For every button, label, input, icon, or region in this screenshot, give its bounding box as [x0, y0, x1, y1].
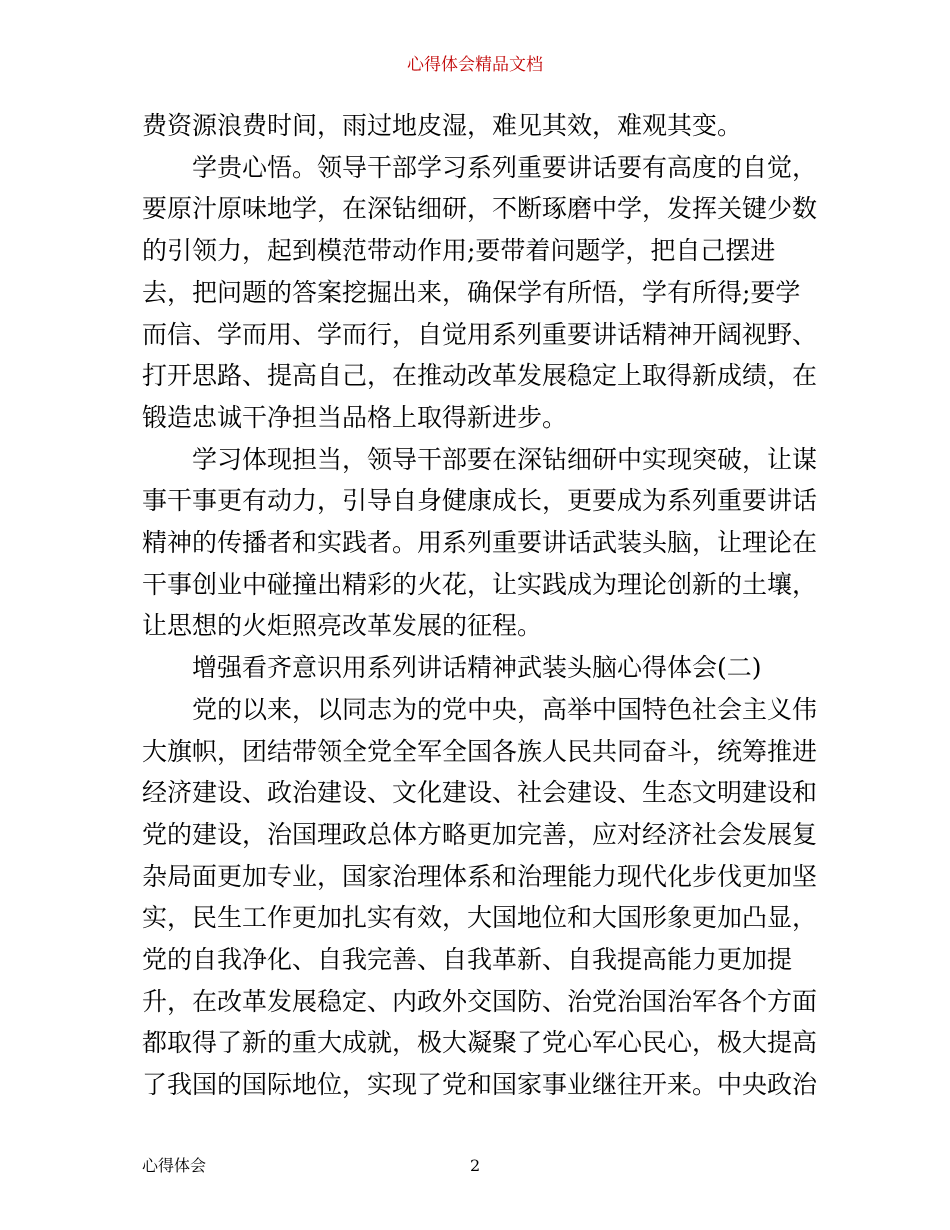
text-line: 增强看齐意识用系列讲话精神武装头脑心得体会(二) [192, 653, 762, 683]
text-line: 干事创业中碰撞出精彩的火花，让实践成为理论创新的土壤， [142, 569, 818, 599]
text-line: 的引领力，起到模范带动作用;要带着问题学，把自己摆进 [142, 236, 776, 266]
text-line: 学习体现担当，领导干部要在深钻细研中实现突破，让谋 [192, 444, 818, 474]
text-line: 党的建设，治国理政总体方略更加完善，应对经济社会发展复 [142, 819, 818, 849]
text-line: 费资源浪费时间，雨过地皮湿，难见其效，难观其变。 [142, 111, 743, 140]
text-line: 实，民生工作更加扎实有效，大国地位和大国形象更加凸显， [142, 903, 818, 933]
text-line: 了我国的国际地位，实现了党和国家事业继往开来。中央政治 [142, 1070, 818, 1100]
text-line: 让思想的火炬照亮改革发展的征程。 [142, 611, 543, 641]
text-line: 学贵心悟。领导干部学习系列重要讲话要有高度的自觉， [192, 152, 818, 182]
text-line: 大旗帜，团结带领全党全军全国各族人民共同奋斗，统筹推进 [142, 736, 818, 766]
text-line: 杂局面更加专业，国家治理体系和治理能力现代化步伐更加坚 [142, 861, 818, 891]
text-line: 升，在改革发展稳定、内政外交国防、治党治国治军各个方面 [142, 986, 818, 1016]
footer-label: 心得体会 [142, 1156, 207, 1175]
document-header-title: 心得体会精品文档 [407, 55, 543, 75]
text-line: 打开思路、提高自己，在推动改革发展稳定上取得新成绩，在 [142, 361, 818, 391]
text-line: 精神的传播者和实践者。用系列重要讲话武装头脑，让理论在 [142, 528, 818, 558]
text-line: 去，把问题的答案挖掘出来，确保学有所悟，学有所得;要学 [142, 277, 801, 307]
text-line: 经济建设、政治建设、文化建设、社会建设、生态文明建设和 [142, 778, 818, 808]
text-line: 事干事更有动力，引导自身健康成长，更要成为系列重要讲话 [142, 486, 818, 516]
text-line: 而信、学而用、学而行，自觉用系列重要讲话精神开阔视野、 [142, 319, 818, 349]
page-number: 2 [470, 1156, 481, 1175]
text-line: 要原汁原味地学，在深钻细研，不断琢磨中学，发挥关键少数 [142, 194, 818, 224]
text-line: 党的以来，以同志为的党中央，高举中国特色社会主义伟 [192, 694, 818, 724]
document-body [142, 105, 818, 1106]
text-line: 党的自我净化、自我完善、自我革新、自我提高能力更加提 [142, 945, 793, 975]
text-line: 锻造忠诚干净担当品格上取得新进步。 [142, 402, 568, 432]
text-line: 都取得了新的重大成就，极大凝聚了党心军心民心，极大提高 [142, 1028, 818, 1058]
